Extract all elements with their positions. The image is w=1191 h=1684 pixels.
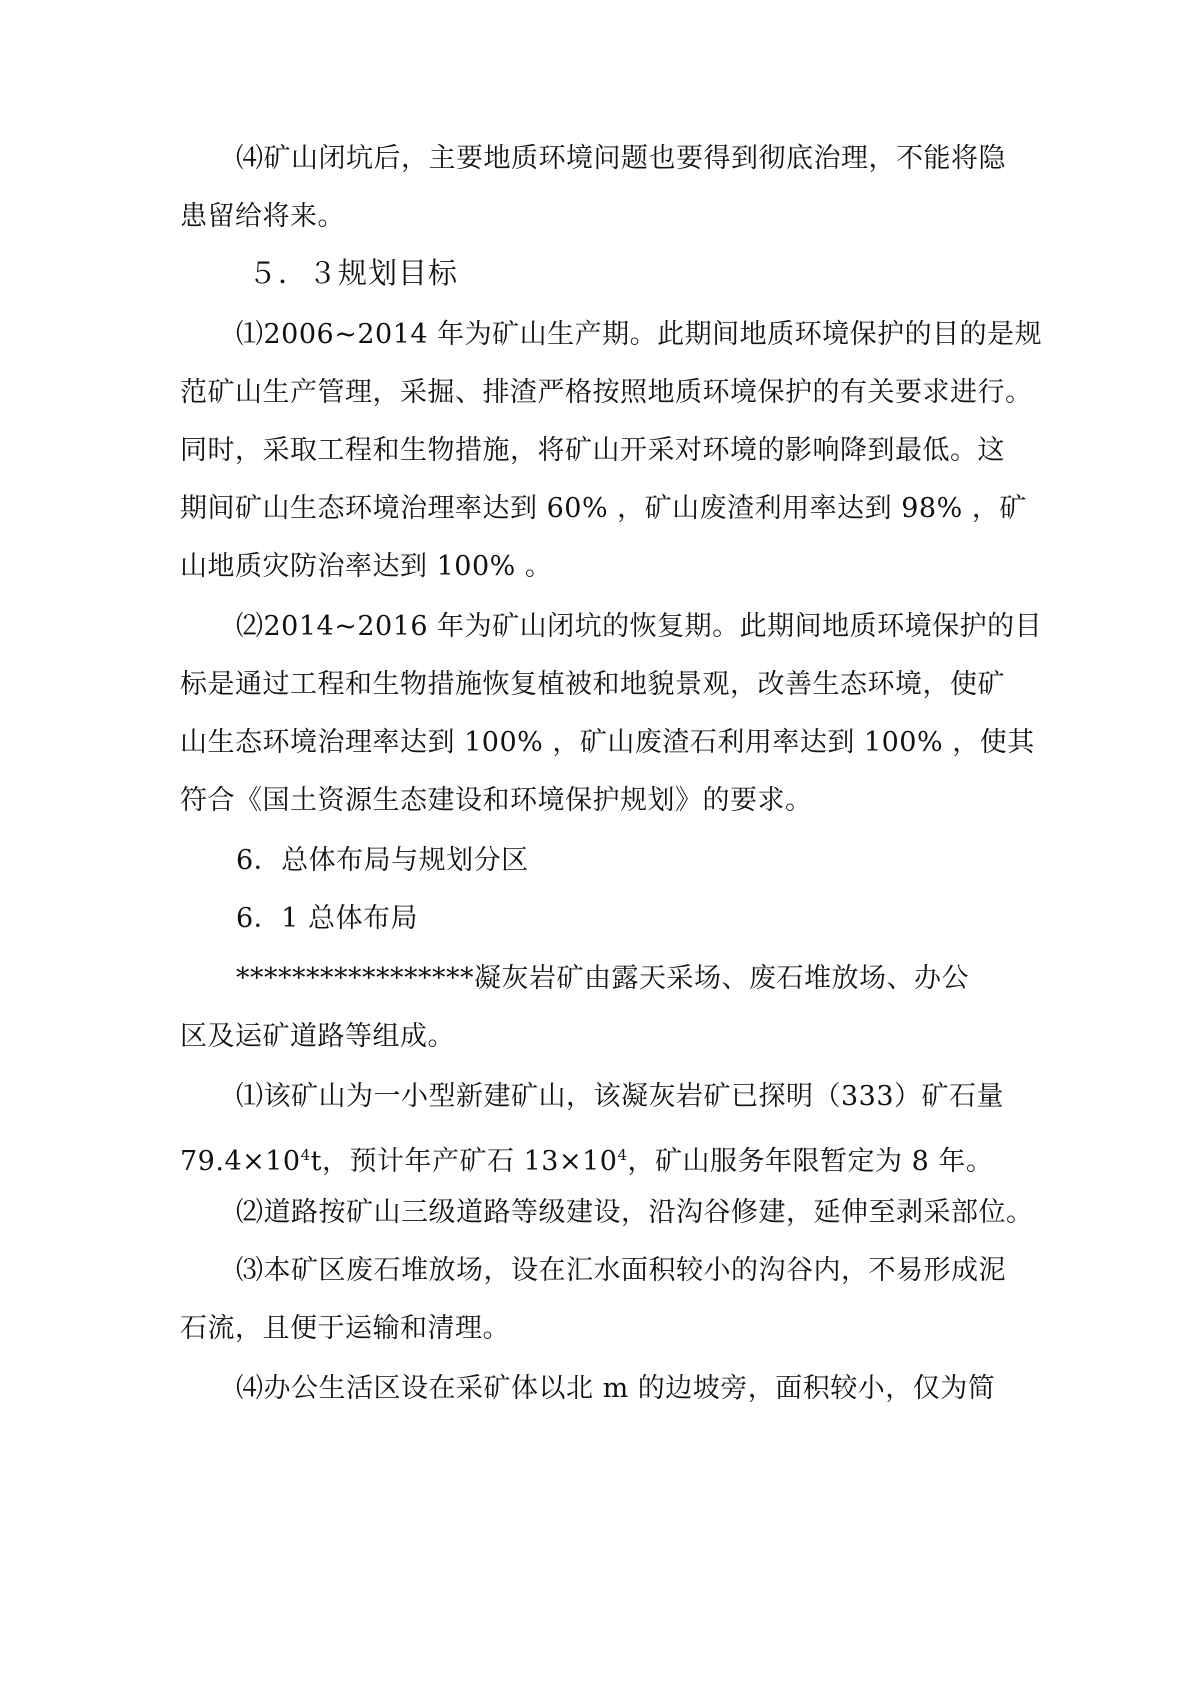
paragraph-line: 同时，采取工程和生物措施，将矿山开采对环境的影响降到最低。这 bbox=[180, 435, 1005, 466]
paragraph-line: ⑷办公生活区设在采矿体以北 m 的边坡旁，面积较小，仅为简 bbox=[236, 1373, 996, 1404]
paragraph-line: 山生态环境治理率达到 100% ，矿山废渣石利用率达到 100% ，使其 bbox=[180, 727, 1035, 758]
paragraph-line: ⑶本矿区废石堆放场，设在汇水面积较小的沟谷内，不易形成泥 bbox=[236, 1255, 1006, 1286]
paragraph-line: ⑵2014~2016 年为矿山闭坑的恢复期。此期间地质环境保护的目 bbox=[236, 611, 1043, 642]
subsection-heading: 6．1 总体布局 bbox=[236, 903, 418, 934]
paragraph-line: ⑴该矿山为一小型新建矿山，该凝灰岩矿已探明（333）矿石量 bbox=[236, 1081, 1005, 1112]
paragraph-line: *****************凝灰岩矿由露天采场、废石堆放场、办公 bbox=[236, 963, 969, 994]
superscript: 4 bbox=[617, 1146, 628, 1164]
paragraph-line: 期间矿山生态环境治理率达到 60% ，矿山废渣利用率达到 98% ，矿 bbox=[180, 493, 1027, 524]
paragraph-line: ⑷矿山闭坑后，主要地质环境问题也要得到彻底治理，不能将隐 bbox=[236, 143, 1006, 174]
paragraph-line: 符合《国土资源生态建设和环境保护规划》的要求。 bbox=[180, 785, 813, 816]
section-heading: 6．总体布局与规划分区 bbox=[236, 845, 529, 876]
section-heading: ５．３规划目标 bbox=[248, 256, 459, 290]
paragraph-line: ⑵道路按矿山三级道路等级建设，沿沟谷修建，延伸至剥采部位。 bbox=[236, 1197, 1034, 1228]
paragraph-line: 标是通过工程和生物措施恢复植被和地貌景观，改善生态环境，使矿 bbox=[180, 669, 1005, 700]
paragraph-line: 范矿山生产管理，采掘、排渣严格按照地质环境保护的有关要求进行。 bbox=[180, 377, 1033, 408]
paragraph-line: 石流，且便于运输和清理。 bbox=[180, 1313, 510, 1344]
paragraph-line: 山地质灾防治率达到 100% 。 bbox=[180, 551, 553, 582]
paragraph-line: ⑴2006~2014 年为矿山生产期。此期间地质环境保护的目的是规 bbox=[236, 319, 1043, 350]
paragraph-line: 患留给将来。 bbox=[180, 201, 345, 232]
formula-base: 79.4×10 bbox=[180, 1146, 301, 1177]
paragraph-line: 区及运矿道路等组成。 bbox=[180, 1021, 455, 1052]
formula-text: ，矿山服务年限暂定为 8 年。 bbox=[627, 1146, 994, 1177]
superscript: 4 bbox=[300, 1146, 311, 1164]
formula-text: t，预计年产矿石 13×10 bbox=[310, 1146, 618, 1177]
paragraph-line bbox=[180, 1138, 993, 1179]
